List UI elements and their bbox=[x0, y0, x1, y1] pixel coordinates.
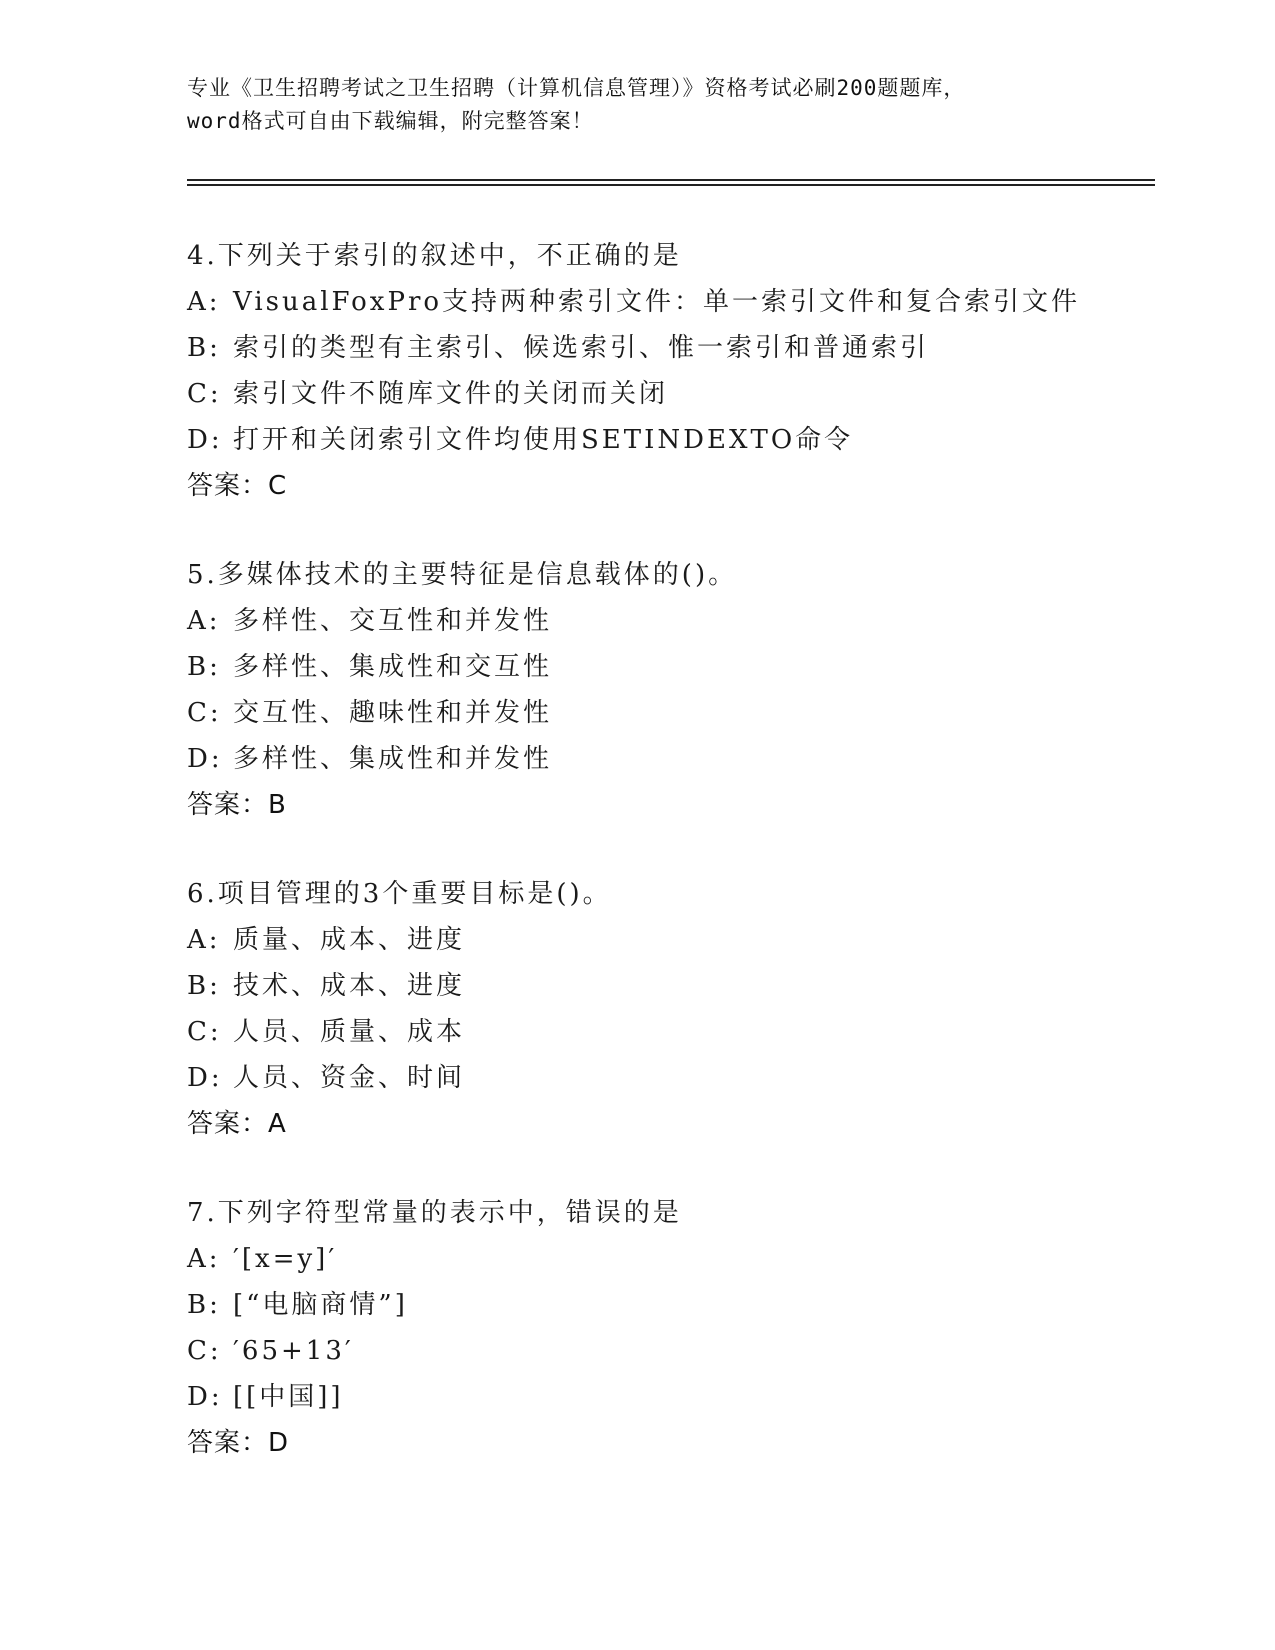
option-b bbox=[187, 644, 1187, 690]
option-text: ′[x=y]′ bbox=[233, 1244, 338, 1274]
option-c bbox=[187, 690, 1187, 736]
question-4 bbox=[187, 233, 1187, 509]
question-stem: 6.项目管理的3个重要目标是()。 bbox=[187, 879, 612, 909]
option-a bbox=[187, 279, 1187, 325]
option-d bbox=[187, 1055, 1187, 1101]
option-key: D: bbox=[187, 425, 223, 455]
question-stem: 7.下列字符型常量的表示中，错误的是 bbox=[187, 1198, 682, 1228]
option-key: C: bbox=[187, 1336, 222, 1366]
option-text: 质量、成本、进度 bbox=[233, 925, 466, 955]
answer: 答案：D bbox=[187, 1428, 290, 1458]
document-header bbox=[187, 72, 1087, 138]
option-text: [“电脑商情”] bbox=[233, 1290, 408, 1320]
option-d bbox=[187, 1374, 1187, 1420]
option-b bbox=[187, 325, 1187, 371]
header-line-1: 专业《卫生招聘考试之卫生招聘（计算机信息管理）》资格考试必刷200题题库， bbox=[187, 76, 966, 100]
option-key: C: bbox=[187, 379, 222, 409]
option-d bbox=[187, 417, 1187, 463]
question-6 bbox=[187, 871, 1187, 1147]
option-key: D: bbox=[187, 744, 223, 774]
option-text: 人员、资金、时间 bbox=[233, 1063, 466, 1093]
header-divider-top bbox=[187, 179, 1155, 181]
option-text: VisualFoxPro支持两种索引文件：单一索引文件和复合索引文件 bbox=[233, 287, 1081, 317]
answer: 答案：B bbox=[187, 790, 287, 820]
option-text: ′65+13′ bbox=[233, 1336, 354, 1366]
option-b bbox=[187, 1282, 1187, 1328]
answer: 答案：A bbox=[187, 1109, 287, 1139]
option-text: 索引文件不随库文件的关闭而关闭 bbox=[233, 379, 669, 409]
question-5 bbox=[187, 552, 1187, 828]
header-line-2: word格式可自由下载编辑，附完整答案！ bbox=[187, 109, 594, 133]
option-text: 技术、成本、进度 bbox=[233, 971, 466, 1001]
option-text: [[中国]] bbox=[233, 1382, 344, 1412]
option-text: 多样性、集成性和交互性 bbox=[233, 652, 553, 682]
option-c bbox=[187, 1328, 1187, 1374]
option-text: 交互性、趣味性和并发性 bbox=[233, 698, 553, 728]
option-text: 打开和关闭索引文件均使用SETINDEXTO命令 bbox=[233, 425, 854, 455]
header-divider-bottom bbox=[187, 184, 1155, 186]
option-text: 多样性、集成性和并发性 bbox=[233, 744, 553, 774]
option-c bbox=[187, 1009, 1187, 1055]
option-key: A: bbox=[187, 606, 221, 636]
answer: 答案：C bbox=[187, 471, 288, 501]
option-a bbox=[187, 598, 1187, 644]
option-key: C: bbox=[187, 698, 222, 728]
option-key: B: bbox=[187, 971, 221, 1001]
option-key: C: bbox=[187, 1017, 222, 1047]
option-key: D: bbox=[187, 1063, 223, 1093]
option-text: 索引的类型有主索引、候选索引、惟一索引和普通索引 bbox=[233, 333, 930, 363]
option-key: A: bbox=[187, 1244, 221, 1274]
question-stem: 5.多媒体技术的主要特征是信息载体的()。 bbox=[187, 560, 738, 590]
option-c bbox=[187, 371, 1187, 417]
option-key: B: bbox=[187, 1290, 221, 1320]
question-stem: 4.下列关于索引的叙述中，不正确的是 bbox=[187, 241, 682, 271]
question-7 bbox=[187, 1190, 1187, 1466]
option-d bbox=[187, 736, 1187, 782]
option-key: B: bbox=[187, 333, 221, 363]
option-key: B: bbox=[187, 652, 221, 682]
option-a bbox=[187, 1236, 1187, 1282]
option-b bbox=[187, 963, 1187, 1009]
option-text: 多样性、交互性和并发性 bbox=[233, 606, 553, 636]
option-a bbox=[187, 917, 1187, 963]
option-key: D: bbox=[187, 1382, 223, 1412]
option-key: A: bbox=[187, 925, 221, 955]
option-text: 人员、质量、成本 bbox=[233, 1017, 466, 1047]
option-key: A: bbox=[187, 287, 221, 317]
